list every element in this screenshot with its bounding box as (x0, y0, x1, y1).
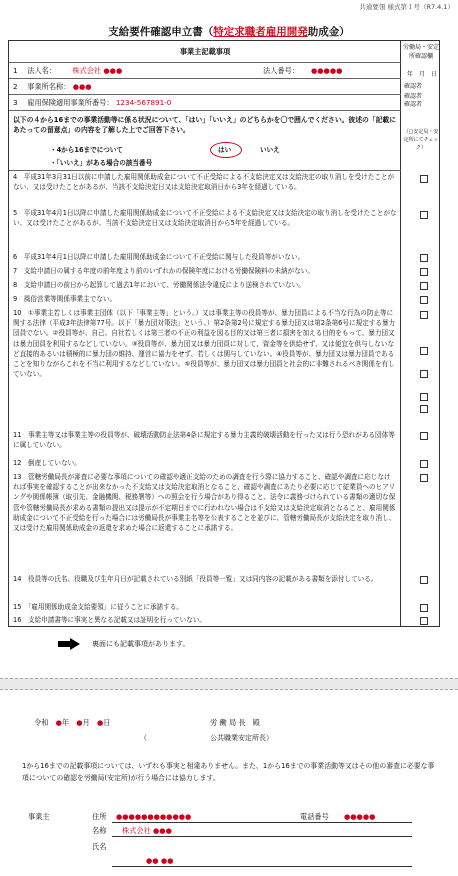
check-box-10-4[interactable] (420, 393, 428, 401)
address-value: ●●●●●●●●●●●● (116, 812, 192, 821)
form-code: 共通要領 様式第１号（R7.4.1） (359, 3, 454, 11)
employer-label: 事業主 (28, 812, 50, 821)
corporate-number-label: 法人番号： (263, 66, 299, 75)
row-number: 3 (13, 98, 18, 107)
item-7: 7 支給申請日の属する年度の前年度より前のいずれかの保険年度における労働保険料の未納がない。 (13, 267, 314, 275)
corporate-name-value: 株式会社 ●●● (72, 66, 123, 75)
row-office-name (9, 79, 401, 95)
person-underline (112, 866, 412, 867)
check-box-16[interactable] (420, 617, 428, 625)
item-6: 6 平成31年4月1日以降に申請した雇用関係助成金について不正受給に関与した役員等がいない。 (13, 253, 305, 261)
page-separator (0, 678, 458, 690)
item-11: 11 事業主等又は事業主等の役員等が、破壊活動防止法第4条に規定する暴力主義的破壊活動を行った又は行う恐れがある団体等に属していない。 (13, 431, 395, 450)
answer-no[interactable]: いいえ (260, 146, 280, 154)
document-title (0, 24, 458, 39)
item-14: 14 役員等の氏名、役職及び生年月日が記載されている別紙「役員等一覧」又は同内容の記載がある書類を添付している。 (13, 575, 378, 583)
corporate-number-value: ●●●●● (311, 66, 343, 75)
row-insurance-number (9, 95, 401, 111)
check-box-7[interactable] (420, 268, 428, 276)
corporate-name-label: 法人名： (27, 66, 57, 75)
item-15: 15 「雇用関係助成金支給要領」に従うことに承諾する。 (13, 603, 183, 611)
check-box-11[interactable] (420, 432, 428, 440)
address-underline (112, 822, 412, 823)
check-box-10-3[interactable] (420, 370, 428, 378)
check-box-8[interactable] (420, 282, 428, 290)
check-box-14[interactable] (420, 576, 428, 584)
title-part: 支給要件確認申立書（ (108, 26, 214, 38)
intro-text: 以下の４から16までの事業活動等に係る状況について、「はい」「いいえ」のどちらかを〇で囲んでください。彼述の「記載にあたっての留意点」の内容を了解した上でご回答下さい。 (13, 116, 397, 135)
person-value: ●● ●● (146, 856, 174, 865)
check-header: （□安定局・安定所にてチェック） (403, 129, 439, 151)
date-line: 令和 ●年 ●月 ●日 (34, 718, 111, 727)
check-box-9[interactable] (420, 296, 428, 304)
row-number: 2 (13, 82, 18, 91)
answer-note: ・「いいえ」がある場合の該当番号 (50, 159, 153, 167)
section-header: 事業主記載事項 (9, 41, 401, 63)
phone-value: ●●●●● (344, 812, 376, 821)
check-box-10-5[interactable] (420, 405, 428, 413)
answer-line: ・4から16までについて (50, 146, 123, 154)
item-16: 16 支給申請書等に事実と異なる記載又は証明を行っていない。 (13, 616, 207, 624)
title-part-end: 助成金） (307, 26, 350, 38)
row-number: 1 (13, 66, 18, 75)
item-12: 12 倒産していない。 (13, 459, 81, 467)
check-box-12[interactable] (420, 460, 428, 468)
statement: 1から16までの記載事項については、いずれも事実と相違ありません。また、1から16までの事業活動等又はその他の審査に必要な事項についての確認を労働局(安定所)が行う場合には協力します。 (22, 762, 435, 782)
insurance-number-value: 1234-567891-0 (115, 98, 172, 107)
person-label: 氏名 (92, 842, 107, 851)
divider (9, 170, 401, 171)
item-10: 10 ①事業主若しくは事業主団体（以下「事業主等」という。）又は事業主等の役員等が、暴力団員による不当な行為の防止等に関する法律（平成3年法律第77号。以下「暴力団対策法」という。）第2条第2号に規定する暴力団又は第2条第6号に規定する暴力団員でない。②役員等が、自己、自社若しくは第三者の不正の利益を図る目的又は第三者に損害を加える目的をもって、暴力団又は暴力団員を利用するなどしていない。③役員等が、暴力団又は暴力団員に対して、資金等を供給せず、又は便宜を供与しないなど直接的あるいは積極的に暴力団の維持、運営に協力をせず、若しくは関与していない。④役員等が、暴力団又は暴力団員であることを知りながらこれを不当に利用するなどしていない。⑤役員等が、暴力団又は暴力団員と社会的に非難されるべき関係を有していない。 (13, 309, 396, 379)
office-name-label: 事業所名称： (27, 82, 71, 91)
addressee: 労 働 局 長 殿 (210, 718, 260, 727)
check-box-15[interactable] (420, 604, 428, 612)
name-value: 株式会社 ●●● (122, 826, 172, 835)
office-name-value: ●●● (72, 82, 92, 91)
title-red-part: 特定求職者雇用開発 (213, 26, 308, 38)
addressee-sub: （ 公共職業安定所長） (140, 734, 273, 742)
item-5: 5 平成31年4月1日以降に申請した雇用関係助成金について不正受給による不支給決定又は支給決定の取り消しを受けたことがない、又は受けたことがあるが、当該不支給決定日又は支給決定取消日から5年を経過している。 (13, 209, 397, 228)
check-box-10-1[interactable] (420, 311, 428, 319)
check-box-5[interactable] (420, 211, 428, 219)
checker-label-1: 確認者 (404, 83, 423, 90)
right-arrow-icon (58, 638, 80, 650)
date-header: 年 月 日 (406, 71, 437, 78)
row-corporate-name (9, 63, 401, 79)
address-label: 住所 (92, 812, 107, 821)
check-box-6[interactable] (420, 254, 428, 262)
check-box-10-2[interactable] (420, 347, 428, 355)
item-8: 8 支給申請日の前日から起算して過去1年において、労働関係法令違反により送検されていない。 (13, 281, 305, 289)
checker-label-2: 確認者 (404, 93, 423, 100)
item-4: 4 平成31年3月31日以前に申請した雇用関係助成金について不正受給による不支給決定又は支給決定の取り消しを受けたことがない、又は受けたことがあるが、当該不支給決定日又は支給決定取消日から3年を経過している。 (13, 173, 395, 192)
check-box-13[interactable] (420, 474, 428, 482)
name-label: 名称 (92, 826, 107, 835)
insurance-number-label: 雇用保険適用事業所番号： (27, 98, 114, 107)
side-header: 労働局・安定所確認欄 (402, 44, 439, 60)
check-box-4[interactable] (420, 175, 428, 183)
name-underline (112, 836, 412, 837)
item-13: 13 管轄労働局長が審査に必要な事項についての確認や適正支給のための調査を行う際に協力すること、確認や調査に応じなければ事実を確認することが出来なかった不支給又は支給決定取消となること、確認や調査にあたり必要に応じて従業員へのヒアリングや関係帳簿（取引先、金融機関、税務署等）への照会を行う場合があり得ること、法令に義務づけられている書類の適切な保管や管轄労働局長が求める書類の提出又は提示が不定期日までに行われない場合は不支給又は支給決定取消となること、雇用関係助成金について不正受給を行った場合には労働局長が事業主名等を公表することを並びに、管轄労働局長が支給決定を取り消し、又は受けた雇用関係助成金の返還を求めた場合に返還することに承諾する。 (13, 473, 396, 533)
phone-label: 電話番号 (300, 812, 329, 821)
back-note: 裏面にも記載事項があります。 (92, 640, 190, 648)
answer-yes[interactable]: はい (218, 146, 232, 154)
checker-label-3: 確認者 (404, 101, 423, 108)
item-9: 9 風俗営業等関係事業主でない。 (13, 295, 117, 303)
